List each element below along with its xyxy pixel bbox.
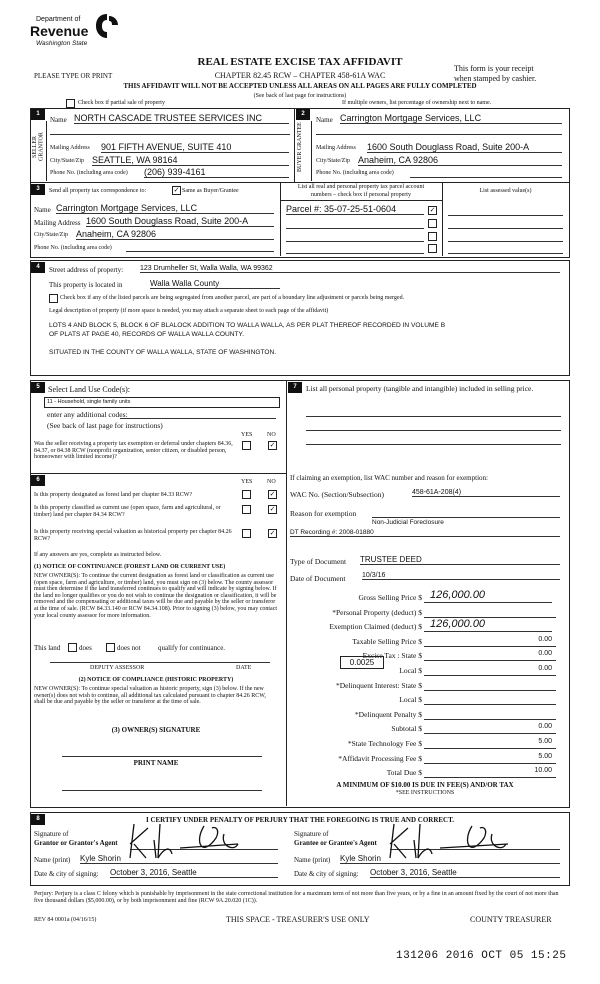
- section-2-badge: 2: [296, 109, 310, 120]
- section-8-badge: 8: [31, 814, 45, 825]
- section-1-badge: 1: [31, 109, 45, 120]
- current-use-question: Is this property classified as current use (open space, farm and agricultural, or timber) land per chapter 84.34 RCW?: [34, 505, 221, 518]
- seller-name-label: Name: [50, 116, 67, 124]
- tax-row-value[interactable]: [424, 709, 556, 720]
- reason-text[interactable]: Non-Judicial Foreclosure: [372, 519, 444, 526]
- tax-row-label: *Delinquent Penalty $: [354, 710, 422, 719]
- see-back-header: (See back of last page for instructions): [253, 93, 347, 99]
- tax-row-value[interactable]: 126,000.00: [424, 618, 552, 632]
- section-3-badge: 3: [31, 184, 45, 195]
- buyer-phone-label: Phone No. (including area code): [316, 170, 394, 176]
- notice2-title: (2) NOTICE OF COMPLIANCE (HISTORIC PROPERTY): [78, 677, 234, 683]
- exemption-question: Was the seller receiving a property tax exemption or deferral under chapters 84.36, 84.37, or 84.38 RCW (nonprofit organization, senior citizen, or disabled person, homeowner with limited income)?: [34, 441, 233, 461]
- additional-codes-field[interactable]: [120, 418, 276, 419]
- owner-signature-line[interactable]: [62, 756, 262, 757]
- buyer-city-label: City/State/Zip: [316, 158, 350, 164]
- tax-row-label: Exemption Claimed (deduct) $: [329, 622, 422, 631]
- same-as-buyer-label: Same as Buyer/Grantee: [182, 188, 239, 194]
- parcel-4-checkbox[interactable]: [428, 244, 437, 253]
- dor-emblem-icon: [94, 12, 120, 40]
- tax-row-label: *State Technology Fee $: [347, 739, 422, 748]
- doc-date[interactable]: 10/3/16: [362, 572, 560, 580]
- s5-no: NO: [267, 432, 276, 438]
- does-checkbox[interactable]: [68, 643, 77, 652]
- tax-row-value[interactable]: 126,000.00: [424, 589, 552, 603]
- notice1-title: (1) NOTICE OF CONTINUANCE (FOREST LAND OR CURRENT USE): [34, 564, 226, 570]
- please-type: PLEASE TYPE OR PRINT: [34, 72, 113, 80]
- corr-mailing[interactable]: 1600 South Douglass Road, Suite 200-A: [86, 216, 274, 227]
- historic-no-checkbox[interactable]: ✓: [269, 529, 276, 537]
- tax-row-value[interactable]: 0.00: [424, 636, 556, 647]
- s6-yes: YES: [241, 479, 253, 485]
- land-use-label: Select Land Use Code(s):: [48, 385, 130, 394]
- segregation-checkbox[interactable]: [49, 294, 58, 303]
- minimum-fee-note: A MINIMUM OF $10.00 IS DUE IN FEE(S) AND/OR TAX: [336, 781, 514, 789]
- section-4-badge: 4: [31, 262, 45, 273]
- corr-name-label: Name: [34, 206, 51, 214]
- local-rate-box[interactable]: 0.0025: [340, 656, 384, 669]
- grantee-date-label: Date & city of signing:: [294, 870, 359, 878]
- wac-number[interactable]: 458-61A-208(4): [412, 489, 560, 497]
- tax-row-value[interactable]: [424, 694, 556, 705]
- tax-row-value[interactable]: [424, 680, 556, 691]
- certify-line: I CERTIFY UNDER PENALTY OF PERJURY THAT THE FOREGOING IS TRUE AND CORRECT.: [145, 816, 454, 824]
- grantee-date[interactable]: October 3, 2016, Seattle: [370, 868, 560, 878]
- deputy-signature-line[interactable]: [50, 662, 270, 663]
- print-name-label: PRINT NAME: [133, 759, 179, 767]
- tax-row-value[interactable]: 10.00: [424, 767, 556, 778]
- tax-row-value[interactable]: 0.00: [424, 650, 556, 661]
- buyer-phone-field[interactable]: [410, 177, 562, 178]
- assessed-header: List assessed value(s): [479, 188, 532, 194]
- form-title: REAL ESTATE EXCISE TAX AFFIDAVIT: [197, 56, 403, 68]
- corr-mailing-label: Mailing Address: [34, 219, 81, 227]
- notice2-body: NEW OWNER(S): To continue special valuation as historic property, sign (3) below. If the new owner(s) does not wish to continue, all additional tax calculated pursuant to chapter 84.26 RCW, shall be due and payable by the seller or transferor at the time of sale.: [34, 686, 266, 706]
- section-4-box: [30, 260, 570, 376]
- doc-type[interactable]: TRUSTEE DEED: [360, 555, 560, 565]
- legal-line-1: LOTS 4 AND BLOCK 5, BLOCK 6 OF BLALOCK ADDITION TO WALLA WALLA, AS PER PLAT THEREOF RECORDED IN VOLUME B: [49, 322, 446, 329]
- dor-logo: [28, 10, 123, 60]
- owner-signature-label: (3) OWNER(S) SIGNATURE: [111, 726, 201, 734]
- does-label: does: [79, 644, 92, 652]
- notice1-body: NEW OWNER(S): To continue the current designation as forest land or classification as current use (open space, farm and agriculture, or timber) land, you must sign on (3) below. The county assessor must then determine if the land transferred continues to qualify and will indicate by signing below. If the land no longer qualifies or you do not wish to continue the designation or classification, it will be removed and the compensating or additional taxes will be due and payable by the seller or transferor at the time of sale. (RCW 84.33.140 or RCW 84.34.108). Prior to signing (3) below, you may contact your local county assessor for more information.: [34, 573, 278, 619]
- deputy-label: DEPUTY ASSESSOR: [90, 665, 145, 671]
- tax-row-value[interactable]: 0.00: [424, 665, 556, 676]
- section-7-badge: 7: [288, 382, 302, 393]
- corr-city-label: City/State/Zip: [34, 232, 68, 238]
- send-correspondence-label: Send all property tax correspondence to:: [49, 188, 147, 194]
- s6-no: NO: [267, 479, 276, 485]
- grantor-name-label: Name (print): [34, 856, 71, 864]
- buyer-city[interactable]: Anaheim, CA 92806: [358, 155, 562, 166]
- grantor-name[interactable]: Kyle Shorin: [80, 854, 278, 864]
- current-use-no-checkbox[interactable]: ✓: [269, 505, 276, 513]
- tax-row-value[interactable]: [424, 607, 556, 618]
- tax-row-label: Gross Selling Price $: [358, 593, 422, 602]
- tax-row-label: *Delinquent Interest: State $: [335, 681, 422, 690]
- partial-sale-label: Check box if partial sale of property: [78, 100, 165, 106]
- parcel-number[interactable]: Parcel #: 35-07-25-51-0604: [286, 204, 424, 215]
- multiple-owners-label: If multiple owners, list percentage of ownership next to name.: [342, 100, 492, 106]
- seller-phone-label: Phone No. (including area code): [50, 170, 128, 176]
- if-yes-note: If any answers are yes, complete as instructed below.: [34, 552, 162, 558]
- parcel-header-2: numbers – check box if personal property: [311, 192, 411, 198]
- exemption-no-checkbox[interactable]: ✓: [269, 441, 276, 449]
- seller-mailing-label: Mailing Address: [50, 145, 90, 151]
- tax-row-label: Total Due $: [386, 768, 422, 777]
- owner-print-line[interactable]: [62, 790, 262, 791]
- buyer-name-label: Name: [316, 116, 333, 124]
- buyer-mailing-label: Mailing Address: [316, 145, 356, 151]
- tax-row-value[interactable]: 0.00: [424, 723, 556, 734]
- land-use-see-back: (See back of last page for instructions): [47, 421, 163, 430]
- forest-no-checkbox[interactable]: ✓: [269, 490, 276, 498]
- dt-recording: DT Recording #: 2008-01880: [290, 529, 560, 537]
- corr-phone-field[interactable]: [126, 251, 274, 252]
- does-not-checkbox[interactable]: [106, 643, 115, 652]
- warning-line: THIS AFFIDAVIT WILL NOT BE ACCEPTED UNLESS ALL AREAS ON ALL PAGES ARE FULLY COMPLETED: [123, 82, 477, 90]
- tax-row-label: *Personal Property (deduct) $: [332, 608, 422, 617]
- grantee-agent-label: Grantee or Grantee's Agent: [294, 839, 377, 847]
- received-stamp: 131206 2016 OCT 05 15:25: [396, 950, 567, 962]
- current-use-yes-checkbox[interactable]: [242, 505, 251, 514]
- street-address[interactable]: 123 Drumheller St, Walla Walla, WA 99362: [140, 265, 560, 273]
- historic-yes-checkbox[interactable]: [242, 529, 251, 538]
- reason-label: Reason for exemption: [290, 509, 357, 518]
- perjury-notice: Perjury: Perjury is a class C felony which is punishable by imprisonment in the state correctional institution for a maximum term of not more than five years, or by a fine in an amount fixed by the court of not more than five thousand dollars ($5,000.00), or by both imprisonment and fine (RCW 9A.20.020 (1C)).: [34, 891, 559, 904]
- section-5-badge: 5: [31, 382, 45, 393]
- corr-city[interactable]: Anaheim, CA 92806: [76, 229, 274, 240]
- tax-row-label: Excise Tax : State $: [362, 651, 422, 660]
- seller-city-label: City/State/Zip: [50, 158, 84, 164]
- parcel-personal-checkbox[interactable]: ✓: [429, 206, 436, 214]
- treasurer-space: THIS SPACE - TREASURER'S USE ONLY: [226, 915, 370, 924]
- parcel-2-checkbox[interactable]: [428, 219, 437, 228]
- land-use-code-select[interactable]: 11 - Household, single family units: [44, 397, 280, 408]
- buyer-mailing[interactable]: 1600 South Douglass Road, Suite 200-A: [367, 142, 562, 153]
- forest-yes-checkbox[interactable]: [242, 490, 251, 499]
- tax-row-label: Local $: [399, 666, 422, 675]
- does-not-label: does not: [117, 644, 141, 652]
- seller-phone[interactable]: (206) 939-4161: [144, 167, 289, 178]
- grantor-date[interactable]: October 3, 2016, Seattle: [110, 868, 278, 878]
- buyer-side-label: BUYER GRANTEE: [297, 122, 303, 172]
- doc-type-label: Type of Document: [290, 557, 347, 566]
- segregation-label: Check box if any of the listed parcels are being segregated from another parcel, are part of a boundary line adjustment or parcels being merged.: [60, 295, 405, 301]
- corr-phone-label: Phone No. (including area code): [34, 245, 112, 251]
- same-as-buyer-checkbox[interactable]: ✓: [173, 186, 180, 194]
- legal-label: Legal description of property (if more space is needed, you may attach a separate sheet to each page of the affidavit): [49, 308, 329, 314]
- seller-city[interactable]: SEATTLE, WA 98164: [92, 155, 289, 166]
- dept-line3: Washington State: [36, 40, 88, 47]
- tax-row-value[interactable]: 5.00: [424, 738, 556, 749]
- seller-name[interactable]: NORTH CASCADE TRUSTEE SERVICES INC: [74, 113, 289, 124]
- tax-row-label: Subtotal $: [391, 724, 422, 733]
- deputy-date-label: DATE: [236, 665, 252, 671]
- legal-line-3: SITUATED IN THE COUNTY OF WALLA WALLA, STATE OF WASHINGTON.: [49, 349, 277, 356]
- located-label: This property is located in: [49, 281, 123, 289]
- partial-sale-checkbox[interactable]: [66, 99, 75, 108]
- s5-yes: YES: [241, 432, 253, 438]
- parcel-3-checkbox[interactable]: [428, 232, 437, 241]
- seller-mailing[interactable]: 901 FIFTH AVENUE, SUITE 410: [101, 142, 289, 153]
- this-land-label: This land: [34, 644, 61, 652]
- exemption-claim-label: If claiming an exemption, list WAC number and reason for exemption:: [290, 474, 488, 482]
- doc-date-label: Date of Document: [290, 574, 346, 583]
- forest-question: Is this property designated as forest land per chapter 84.33 RCW?: [34, 492, 193, 498]
- grantor-date-label: Date & city of signing:: [34, 870, 99, 878]
- tax-row-value[interactable]: 5.00: [424, 753, 556, 764]
- located-county[interactable]: Walla Walla County: [150, 279, 280, 289]
- grantee-sig-label: Signature of: [294, 830, 329, 838]
- personal-property-text: List all personal property (tangible and intangible) included in selling price.: [306, 384, 534, 393]
- receipt-line1: This form is your receipt: [454, 64, 534, 73]
- see-instructions-note: *SEE INSTRUCTIONS: [395, 790, 455, 796]
- parcel-header-1: List all real and personal property tax parcel account: [297, 184, 425, 190]
- historic-question: Is this property receiving special valuation as historical property per chapter 84.26 RCW?: [34, 529, 232, 542]
- rev-number: REV 84 0001a (04/16/15): [34, 917, 97, 923]
- buyer-name[interactable]: Carrington Mortgage Services, LLC: [340, 113, 562, 124]
- grantor-agent-label: Grantor or Grantor's Agent: [34, 839, 118, 847]
- seller-side-label: SELLER GRANTOR: [32, 132, 45, 162]
- receipt-line2: when stamped by cashier.: [454, 74, 537, 83]
- additional-codes-label: enter any additional codes:: [47, 410, 128, 419]
- grantee-name[interactable]: Kyle Shorin: [340, 854, 560, 864]
- grantor-sig-label: Signature of: [34, 830, 69, 838]
- dept-line1: Department of: [36, 16, 81, 23]
- dept-line2: Revenue: [30, 23, 89, 39]
- grantee-name-label: Name (print): [294, 856, 331, 864]
- section-6-badge: 6: [31, 475, 45, 486]
- qualify-label: qualify for continuance.: [158, 644, 226, 652]
- street-label: Street address of property:: [49, 266, 124, 274]
- corr-name[interactable]: Carrington Mortgage Services, LLC: [56, 203, 274, 214]
- legal-line-2: OF PLATS AT PAGE 40, RECORDS OF WALLA WALLA COUNTY.: [49, 331, 244, 338]
- exemption-yes-checkbox[interactable]: [242, 441, 251, 450]
- tax-row-label: Local $: [399, 695, 422, 704]
- county-treasurer: COUNTY TREASURER: [470, 915, 552, 924]
- chapter-line: CHAPTER 82.45 RCW – CHAPTER 458-61A WAC: [214, 71, 386, 80]
- wac-label: WAC No. (Section/Subsection): [290, 490, 384, 499]
- tax-row-label: Taxable Selling Price $: [352, 637, 422, 646]
- tax-row-label: *Affidavit Processing Fee $: [338, 754, 422, 763]
